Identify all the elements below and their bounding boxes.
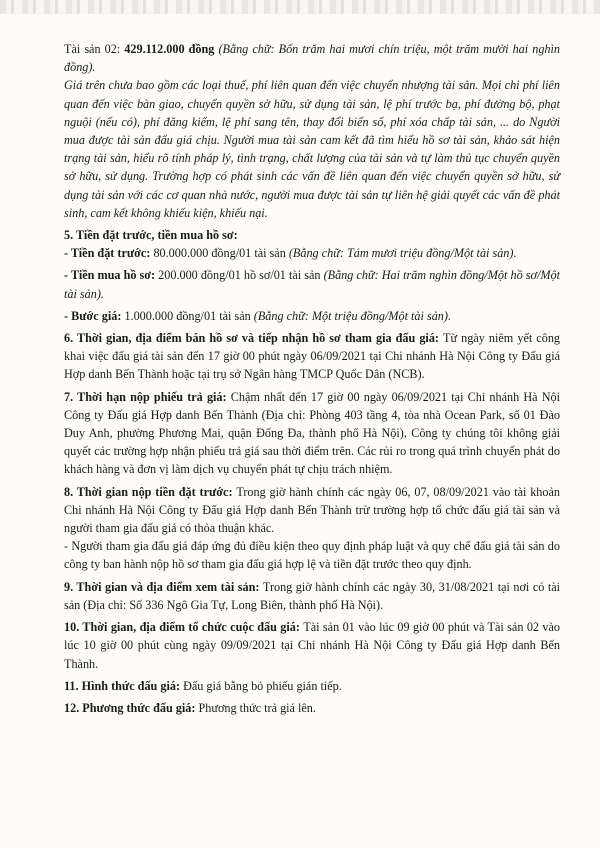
section-11 <box>64 677 560 695</box>
deposit-item <box>64 244 560 262</box>
section-6-heading: 6. Thời gian, địa điểm bán hồ sơ và tiếp nhận hồ sơ tham gia đấu giá: <box>64 331 444 346</box>
section-7-heading: 7. Thời hạn nộp phiếu trả giá: <box>64 389 231 404</box>
section-9-body: Trong giờ hành chính các ngày 30, 31/08/2021 tại nơi có tài sản (Địa chỉ: Số 336 Ngô Gia Tự, Long Biên, thành phố Hà Nội). <box>64 579 561 612</box>
section-12-heading: 12. Phương thức đấu giá: <box>64 700 199 715</box>
fee-words: (Bằng chữ: Hai trăm nghìn đồng/Một hồ sơ/Một tài sản). <box>64 268 561 301</box>
section-11-body: Đấu giá bằng bỏ phiếu gián tiếp. <box>183 678 342 693</box>
deposit-words: (Bằng chữ: Tám mươi triệu đồng/Một tài sản). <box>288 246 517 261</box>
step-item <box>64 307 560 325</box>
section-10-body: Tài sản 01 vào lúc 09 giờ 00 phút và Tài sản 02 vào lúc 10 giờ 00 phút cùng ngày 09/09/2021 tại Chi nhánh Hà Nội Công ty Đấu giá Hợp danh Bến Thành. <box>64 620 560 671</box>
scan-top-edge <box>0 0 600 14</box>
section-8-note: - Người tham gia đấu giá đáp ứng đủ điều kiện theo quy định pháp luật và quy chế đấu giá tài sản do công ty ban hành nộp hồ sơ tham gia đấu giá hợp lệ và tiền đặt trước theo quy định. <box>64 539 560 572</box>
section-8-heading: 8. Thời gian nộp tiền đặt trước: <box>64 484 237 499</box>
asset-2-value: 429.112.000 đồng <box>124 42 215 56</box>
section-10-heading: 10. Thời gian, địa điểm tổ chức cuộc đấu giá: <box>64 620 304 635</box>
deposit-value: 80.000.000 đồng/01 tài sản <box>153 246 289 261</box>
section-5-heading: 5. Tiền đặt trước, tiền mua hồ sơ: <box>64 228 238 243</box>
step-words: (Bằng chữ: Một triệu đồng/Một tài sản). <box>253 308 451 323</box>
section-11-heading: 11. Hình thức đấu giá: <box>64 678 184 693</box>
asset-2-words: (Bằng chữ: Bốn trăm hai mươi chín triệu, một trăm mười hai nghìn đồng). <box>64 42 560 75</box>
step-label: - Bước giá: <box>64 308 125 323</box>
section-8-body: Trong giờ hành chính các ngày 06, 07, 08/09/2021 vào tài khoản Chi nhánh Hà Nội Công ty Đấu giá Hợp danh Bến Thành trừ trường hợp tổ chức đấu giá tài sản và người tham gia đấu giá có thỏa thuận khác. <box>64 484 560 536</box>
tax-note: Giá trên chưa bao gồm các loại thuế, phí liên quan đến việc chuyển nhượng tài sản. Mọi chi phí liên quan đến việc bàn giao, chuyển quyền sở hữu, sử dụng tài sản, lệ phí trước bạ, phí đường bộ, phạt nguội (nếu có), phí đăng kiểm, lệ phí sang tên, thay đổi biển số, phí xóa chấp tài sản, ... do Người mua được tài sản đấu giá chịu. Người mua tài sản cam kết đã tìm hiểu hồ sơ tài sản, khảo sát hiện trạng tài sản, hiểu rõ tính pháp lý, tình trạng, chất lượng của tài sản và tự làm thủ tục chuyển quyền sở hữu, sử dụng. Trường hợp có phát sinh các vấn đề liên quan đến việc chuyển quyền sở hữu, sử dụng tài sản với các cơ quan nhà nước, người mua được tài sản tự liên hệ giải quyết các vấn đề phát sinh, cam kết không khiếu kiện, khiếu nại. <box>64 78 560 220</box>
section-8 <box>64 483 560 538</box>
deposit-label: - Tiền đặt trước: <box>64 246 154 261</box>
section-6 <box>64 329 560 384</box>
section-12 <box>64 699 560 717</box>
fee-item <box>64 266 560 302</box>
document-page <box>64 40 560 717</box>
section-7-body: Chậm nhất đến 17 giờ 00 ngày 06/09/2021 tại Chi nhánh Hà Nội Công ty Đấu giá Hợp danh Bến Thành (Địa chỉ: Phòng 403 tầng 4, tòa nhà Ocean Park, số 01 Đào Duy Anh, phường Phương Mai, quận Đống Đa, thành phố Hà Nội), Công ty chúng tôi không giải quyết các trường hợp nhận phiếu trả giá sau thời điểm trên. Các rủi ro trong quá trình chuyển phát do khách hàng và đơn vị làm dịch vụ chuyển phát tự chịu trách nhiệm. <box>64 389 560 477</box>
asset-2-label: Tài sản 02: <box>64 42 125 56</box>
section-7 <box>64 388 560 479</box>
section-9-heading: 9. Thời gian và địa điểm xem tài sản: <box>64 579 263 594</box>
step-value: 1.000.000 đồng/01 tài sản <box>124 308 254 323</box>
section-6-body: Từ ngày niêm yết công khai việc đấu giá tài sản đến 17 giờ 00 phút ngày 06/09/2021 tại Chi nhánh Hà Nội Công ty Đấu giá Hợp danh Bến Thành hoặc tại trụ sở Ngân hàng TMCP Quốc Dân (NCB). <box>64 331 561 382</box>
fee-value: 200.000 đồng/01 hồ sơ/01 tài sản <box>158 268 324 283</box>
section-12-body: Phương thức trả giá lên. <box>198 700 316 715</box>
section-9 <box>64 578 560 614</box>
fee-label: - Tiền mua hồ sơ: <box>64 268 159 283</box>
asset-2-price <box>64 40 560 76</box>
section-10 <box>64 618 560 673</box>
